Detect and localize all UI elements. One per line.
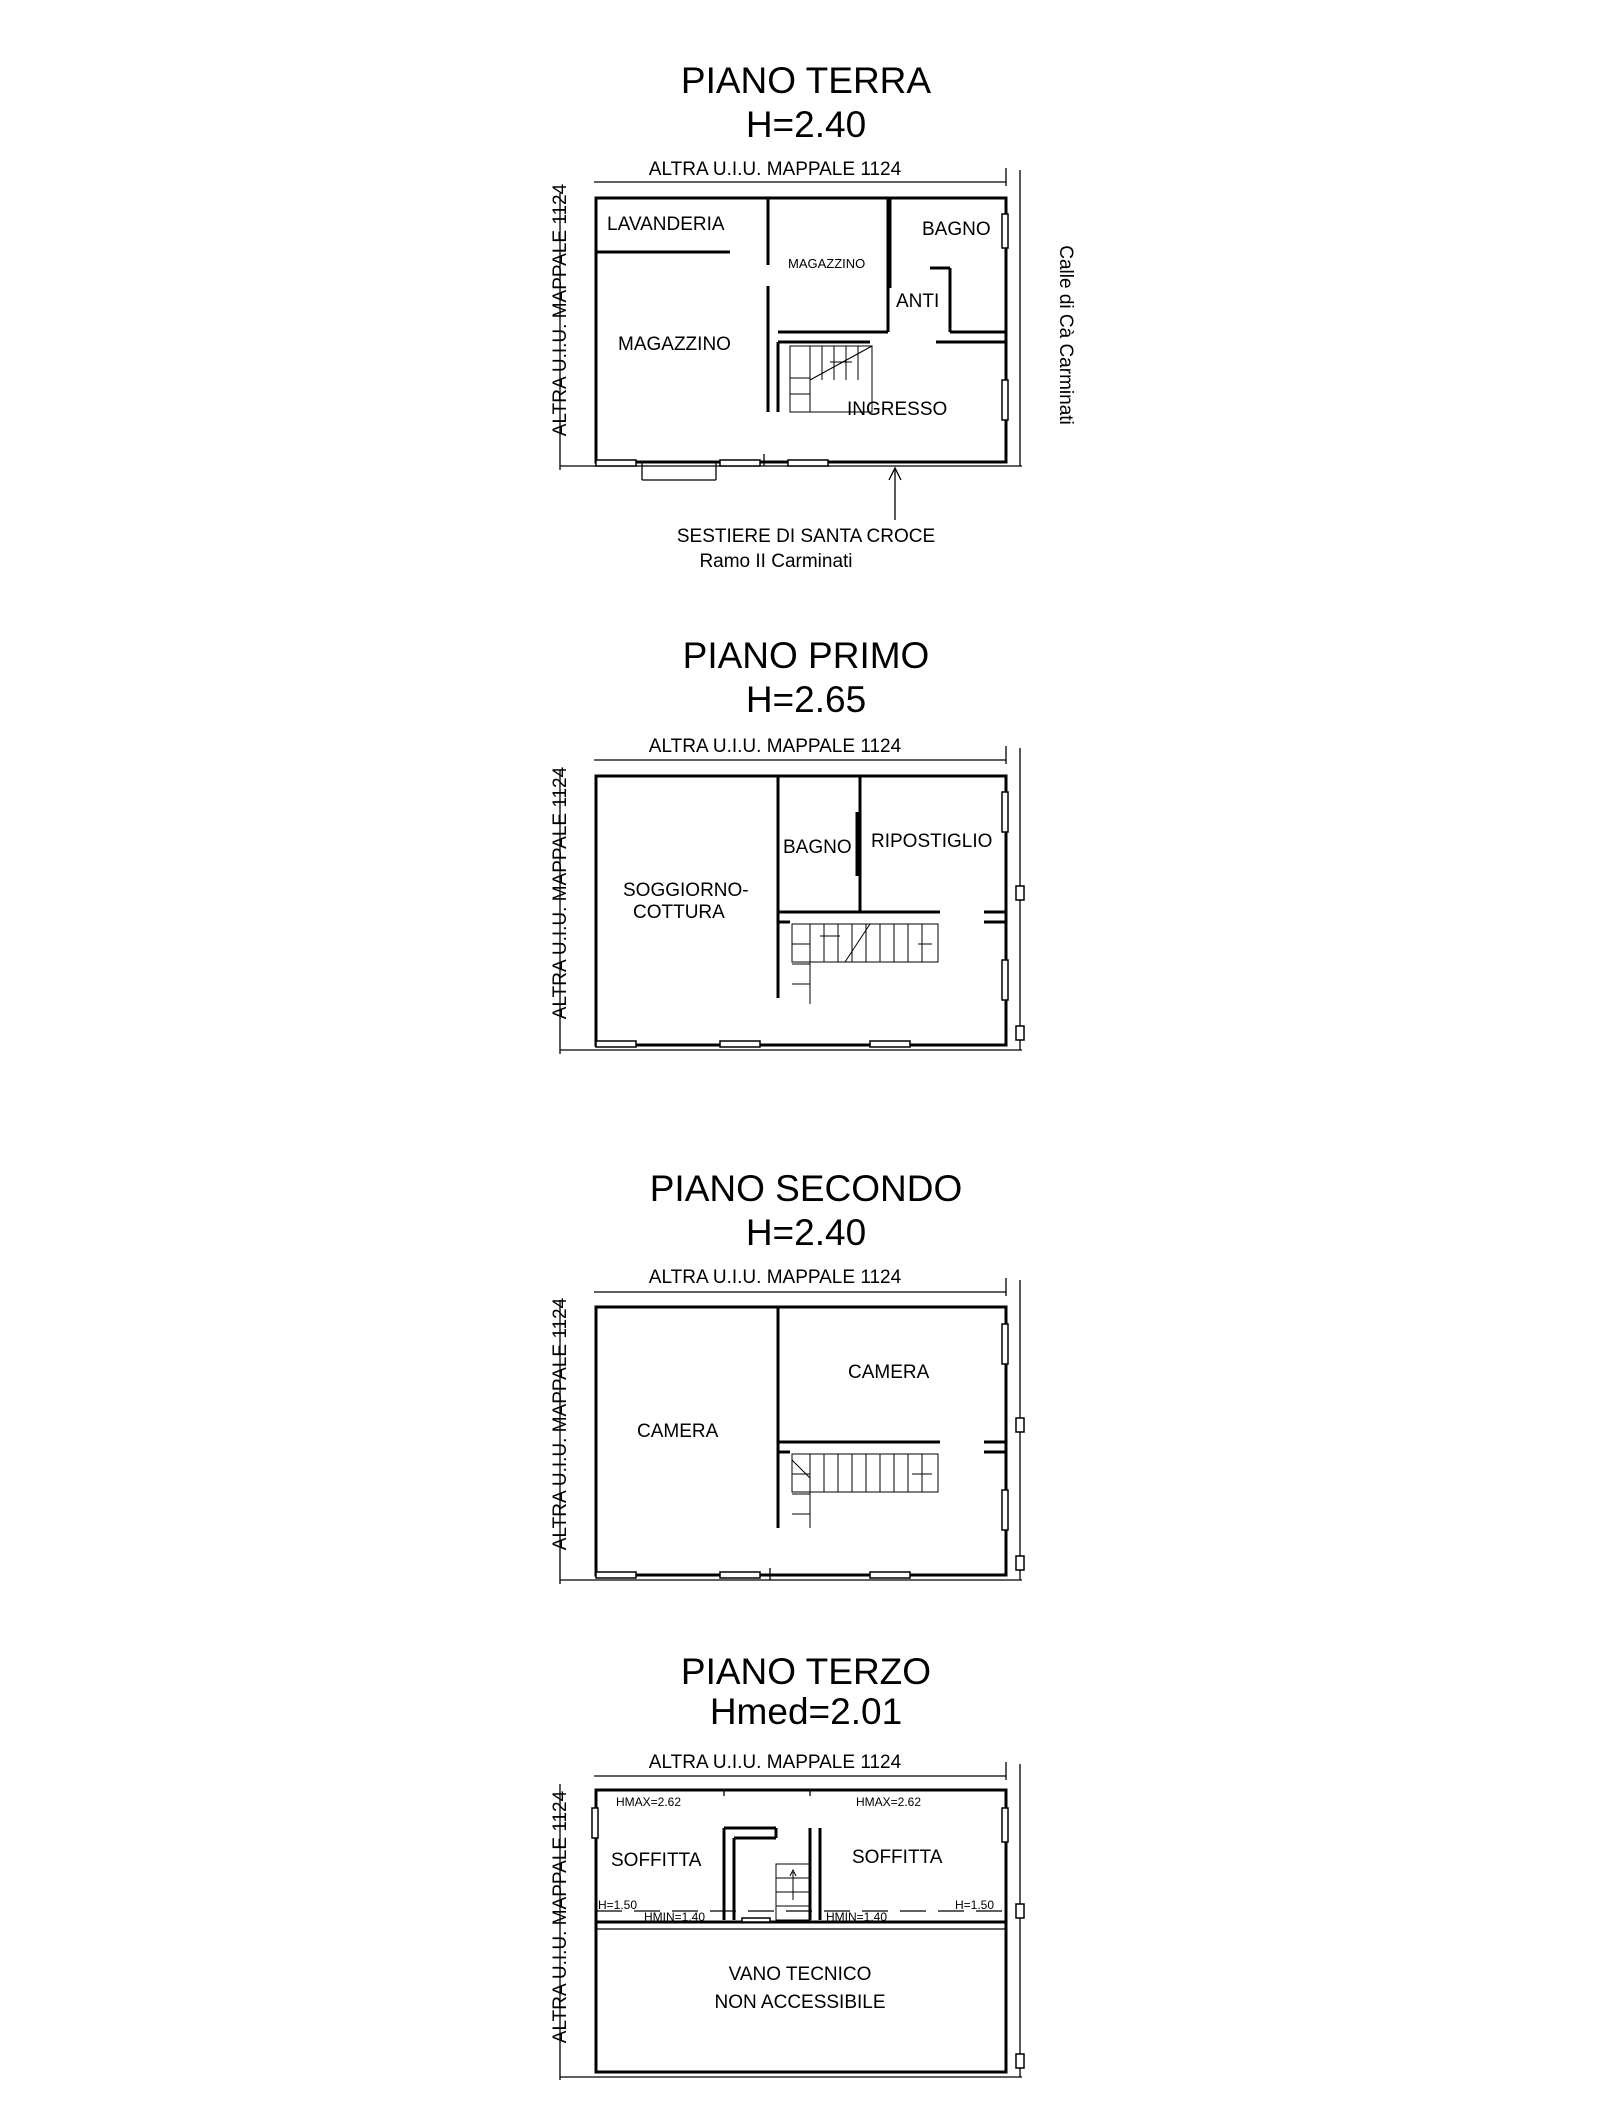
window [1002,960,1008,1000]
window [870,1572,910,1578]
window [1016,1556,1024,1570]
floor-title: PIANO PRIMO [682,635,930,676]
floor-height: H=2.40 [745,104,867,145]
window [1002,792,1008,832]
room-soggiorno-label-line2: COTTURA [633,902,725,923]
room-camera-right-label: CAMERA [848,1362,930,1383]
room-vano-label-line1: VANO TECNICO [728,1964,872,1985]
note-h-left: H=1.50 [598,1898,638,1912]
floor-height: H=2.65 [745,679,867,720]
floor-title: PIANO TERRA [680,60,932,101]
window [1002,1490,1008,1530]
floor-piano-terzo [550,1651,1024,2080]
window [720,1041,760,1047]
window [720,1572,760,1578]
room-anti-label: ANTI [896,291,940,312]
room-ripostiglio-label: RIPOSTIGLIO [871,831,993,852]
room-soffitta-left-label: SOFFITTA [611,1850,702,1871]
window [720,460,760,466]
room-vano-label-line2: NON ACCESSIBILE [714,1992,886,2013]
room-magazzino-small-label: MAGAZZINO [788,256,866,271]
room-camera-left-label: CAMERA [637,1421,719,1442]
boundary-top-label: ALTRA U.I.U. MAPPALE 1124 [648,1752,902,1773]
room-lavanderia-label: LAVANDERIA [607,214,725,235]
street-label-line2: Ramo II Carminati [699,551,853,572]
boundary-top-label: ALTRA U.I.U. MAPPALE 1124 [648,1267,902,1288]
boundary-left-label: ALTRA U.I.U. MAPPALE 1124 [550,1790,571,2044]
boundary-left-label: ALTRA U.I.U. MAPPALE 1124 [550,183,571,437]
boundary-left-label: ALTRA U.I.U. MAPPALE 1124 [550,1297,571,1551]
windows [592,1808,1024,2068]
window [1016,1904,1024,1918]
window [1016,1026,1024,1040]
note-hmax-right: HMAX=2.62 [856,1795,922,1809]
room-ingresso-label: INGRESSO [847,399,948,420]
staircase [742,1864,810,1922]
street-right-label: Calle di Cà Carminati [1055,245,1076,425]
room-magazzino-label: MAGAZZINO [618,334,731,355]
window [592,1808,598,1838]
window [596,1572,636,1578]
window [596,1041,636,1047]
window [1002,214,1008,248]
floor-height: Hmed=2.01 [709,1691,903,1732]
window [1002,1808,1008,1842]
note-hmax-left: HMAX=2.62 [616,1795,682,1809]
window [1002,1324,1008,1364]
floor-piano-primo [550,635,1024,1054]
staircase [792,924,938,1004]
note-hmin-left: HMIN=1.40 [644,1910,706,1924]
floor-title: PIANO TERZO [680,1651,932,1692]
street-label-line1: SESTIERE DI SANTA CROCE [676,526,936,547]
window [742,1918,770,1922]
staircase [792,1454,938,1528]
window [788,460,828,466]
floor-height: H=2.40 [745,1212,867,1253]
boundary-left-label: ALTRA U.I.U. MAPPALE 1124 [550,766,571,1020]
floor-title: PIANO SECONDO [649,1168,963,1209]
windows [596,1324,1024,1580]
window [870,1041,910,1047]
walls [560,1762,1022,2080]
room-soggiorno-label-line1: SOGGIORNO- [623,880,749,901]
window [1016,2054,1024,2068]
note-h-right: H=1.50 [955,1898,995,1912]
window [596,460,636,466]
note-hmin-right: HMIN=1.40 [826,1910,888,1924]
window [1002,380,1008,420]
room-soffitta-right-label: SOFFITTA [852,1847,943,1868]
room-bagno-label: BAGNO [783,837,852,858]
window [1016,1418,1024,1432]
room-bagno-label: BAGNO [922,219,991,240]
boundary-top-label: ALTRA U.I.U. MAPPALE 1124 [648,736,902,757]
entrance-arrow [889,468,901,520]
boundary-top-label: ALTRA U.I.U. MAPPALE 1124 [648,159,902,180]
floor-piano-secondo [550,1168,1024,1584]
floor-piano-terra [550,60,1076,572]
walls [560,1278,1022,1584]
window [1016,886,1024,900]
